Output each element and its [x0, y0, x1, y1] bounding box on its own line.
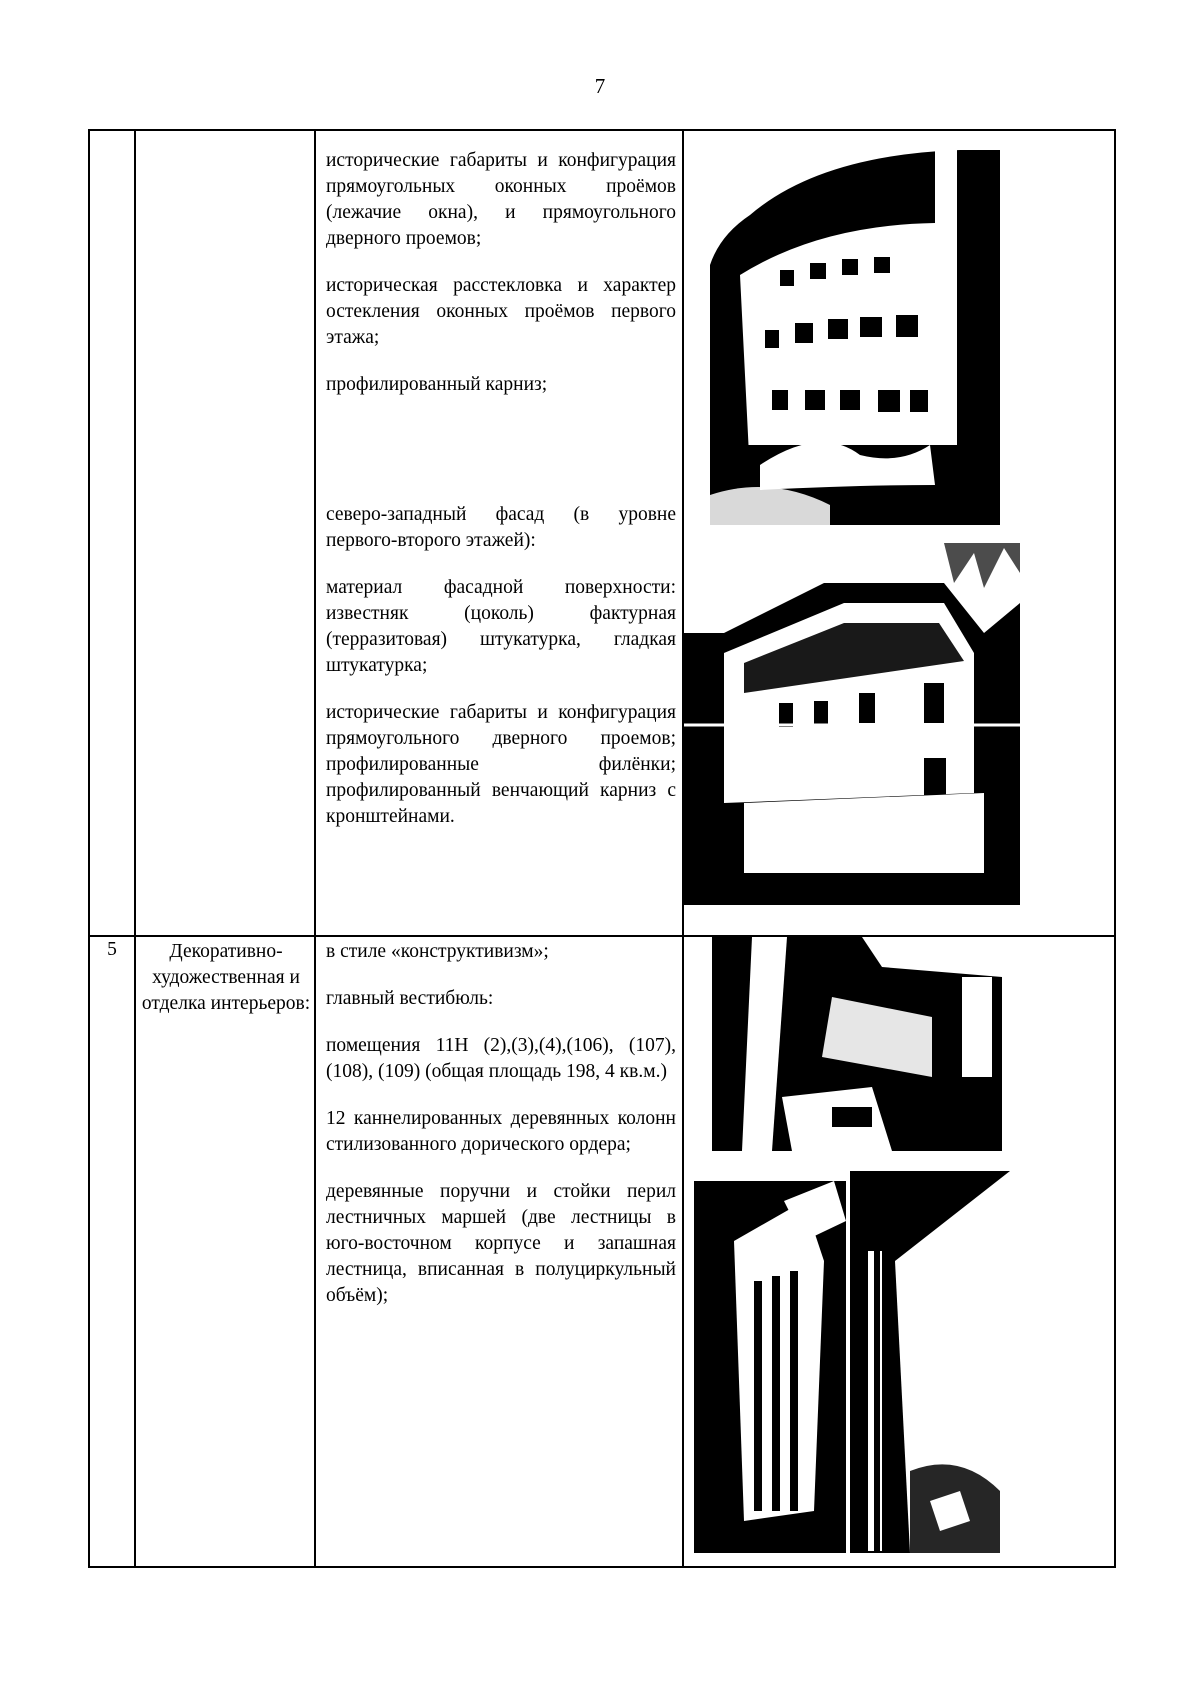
column-divider: [314, 131, 316, 1566]
description-paragraph: главный вестибюль:: [326, 988, 494, 1009]
page-number: 7: [594, 74, 606, 98]
northwest-facade-photo: [684, 543, 1020, 905]
facade-rounded-corner-image: [710, 145, 1000, 525]
vestibule-interior-image: [712, 937, 1002, 1151]
row-name: Декоративно-художественная и отделка интерьеров:: [141, 941, 311, 1014]
northwest-facade-image: [684, 543, 1020, 905]
description-paragraph: 12 каннелированных деревянных колонн стилизованного дорического ордера;: [326, 1108, 676, 1155]
row-number: 5: [107, 939, 117, 960]
column-divider: [134, 131, 136, 1566]
description-paragraph: профилированный карниз;: [326, 374, 548, 395]
description-paragraph: исторические габариты и конфигурация прямоугольного дверного проемов; профилированные филёнки; профилированный венчающий карниз с кронштейнами.: [326, 702, 676, 827]
description-paragraph: в стиле «конструктивизм»;: [326, 941, 549, 962]
description-paragraph: деревянные поручни и стойки перил лестничных маршей (две лестницы в юго-восточном корпусе и запашная лестница, вписанная в полуциркульный объём);: [326, 1181, 676, 1306]
row-1-description: [326, 148, 676, 851]
row-5-description: [326, 939, 676, 1330]
description-paragraph: исторические габариты и конфигурация прямоугольных оконных проёмов (лежачие окна), и прямоугольного дверного проемов;: [326, 150, 676, 249]
facade-rounded-corner-photo: [710, 145, 1000, 525]
description-paragraph: материал фасадной поверхности: известняк (цоколь) фактурная (терразитовая) штукатурка, гладкая штукатурка;: [326, 577, 676, 676]
description-paragraph: помещения 11Н (2),(3),(4),(106), (107), (108), (109) (общая площадь 198, 4 кв.м.): [326, 1035, 676, 1082]
paragraph-spacer: [326, 398, 676, 502]
heritage-table: [88, 129, 1116, 1568]
vestibule-interior-photo: [712, 937, 1002, 1151]
fluted-column-photo: [694, 1181, 846, 1553]
description-paragraph: северо-западный фасад (в уровне первого-второго этажей):: [326, 504, 676, 551]
stair-railing-image: [850, 1171, 1010, 1553]
stair-railing-photo: [850, 1171, 1010, 1553]
fluted-column-image: [694, 1181, 846, 1553]
description-paragraph: историческая расстекловка и характер остекления оконных проёмов первого этажа;: [326, 275, 676, 348]
